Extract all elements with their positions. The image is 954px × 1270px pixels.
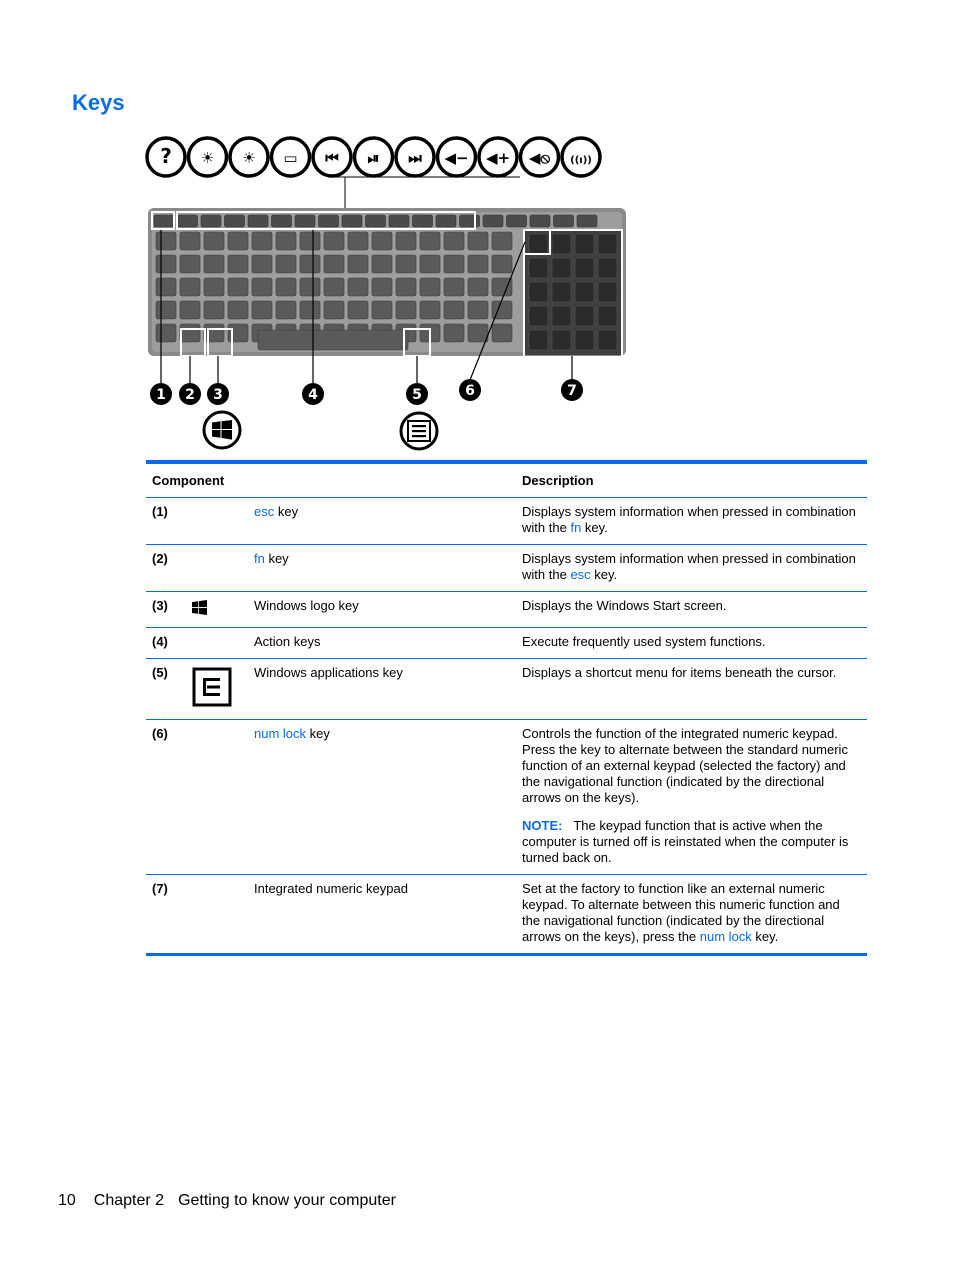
table-row: [146, 628, 867, 659]
description-text: key.: [590, 567, 618, 582]
description-paragraph: [522, 598, 861, 614]
description-text: Displays a shortcut menu for items beneath the cursor.: [522, 665, 837, 680]
component-number: (2): [146, 545, 186, 592]
svg-text:⏯: ⏯: [367, 149, 380, 167]
description-paragraph: [522, 881, 861, 945]
svg-text:☀: ☀: [200, 149, 215, 167]
component-icon-cell: [186, 498, 248, 545]
component-name: [248, 720, 516, 875]
volume-down-icon: [438, 138, 476, 176]
component-number: (1): [146, 498, 186, 545]
table-row: [146, 545, 867, 592]
note-paragraph: [522, 818, 861, 866]
table-header-row: [146, 462, 867, 498]
description-paragraph: [522, 726, 861, 806]
description-keyword: fn: [570, 520, 582, 535]
component-name: [248, 592, 516, 628]
component-header: Component: [146, 462, 516, 498]
component-description: [516, 720, 867, 875]
component-number: (7): [152, 881, 168, 896]
description-paragraph: [522, 634, 861, 650]
description-keyword: esc: [570, 567, 591, 582]
component-name: [248, 498, 516, 545]
page-title: Keys: [72, 90, 125, 115]
description-text: key.: [581, 520, 608, 535]
component-number: (4): [146, 628, 186, 659]
component-icon-cell: [186, 592, 248, 628]
component-name-text: Integrated numeric keypad: [254, 881, 408, 896]
callout-3: [207, 383, 229, 405]
description-text: Displays system information when pressed in combination with the: [522, 504, 856, 535]
callout-7: [561, 379, 583, 401]
component-number: (5): [146, 659, 186, 720]
component-name: [248, 545, 516, 592]
windows-applications-icon: [401, 413, 437, 449]
page-footer: [58, 1192, 396, 1210]
keyboard-illustration: [140, 130, 640, 456]
svg-text:◀⦸: ◀⦸: [528, 149, 551, 167]
svg-text:3: 3: [213, 387, 223, 403]
next-track-icon: [396, 138, 434, 176]
brightness-up-icon: [230, 138, 268, 176]
previous-track-icon: [313, 138, 351, 176]
table-row: [146, 659, 867, 720]
windows-logo-icon: [192, 603, 207, 618]
component-name-text: Windows applications key: [254, 665, 403, 680]
table-row: [146, 720, 867, 875]
components-table: [146, 460, 867, 956]
component-keyword: esc: [254, 504, 275, 519]
component-description: [516, 592, 867, 628]
note-label: NOTE:: [522, 818, 563, 833]
component-name-text: key: [306, 726, 330, 741]
description-text: Displays system information when pressed in combination with the: [522, 551, 856, 582]
description-text: Controls the function of the integrated numeric keypad. Press the key to alternate between the standard numeric function of an external keypad (selected the factory) and the navigational function (indicated by the directional arrows on the keys).: [522, 726, 848, 805]
svg-text:4: 4: [308, 387, 318, 403]
component-name-text: key: [264, 551, 289, 566]
component-icon-cell: [186, 720, 248, 875]
callout-1: [150, 383, 172, 405]
windows-logo-icon: [204, 412, 240, 448]
callout-6: [459, 379, 481, 401]
component-name: [248, 628, 516, 659]
svg-text:☀: ☀: [242, 149, 256, 167]
help-icon: [147, 138, 185, 176]
brightness-down-icon: [189, 138, 227, 176]
volume-up-icon: [479, 138, 517, 176]
svg-text:◀+: ◀+: [485, 149, 511, 167]
display-switch-icon: [272, 138, 310, 176]
component-keyword: fn: [254, 551, 265, 566]
chapter-title: Getting to know your computer: [178, 1192, 396, 1209]
windows-applications-icon: [192, 695, 232, 710]
svg-text:5: 5: [412, 387, 422, 403]
svg-text:?: ?: [160, 144, 172, 168]
svg-text:⏭: ⏭: [408, 149, 422, 167]
page-number: 10: [58, 1192, 76, 1209]
component-description: [516, 659, 867, 720]
svg-text:((ı)): ((ı)): [570, 155, 592, 166]
description-text: Set at the factory to function like an external numeric keypad. To alternate between this numeric function and the navigational function (indicated by the directional arrows on the keys), press the: [522, 881, 840, 944]
wireless-icon: [562, 138, 600, 176]
table-row: [146, 498, 867, 545]
component-icon-cell: [186, 628, 248, 659]
component-name: [248, 659, 516, 720]
svg-text:6: 6: [465, 383, 475, 399]
component-name-text: Windows logo key: [254, 598, 359, 613]
component-number: (3): [146, 592, 186, 628]
description-paragraph: [522, 504, 861, 536]
description-keyword: num lock: [699, 929, 752, 944]
svg-text:2: 2: [185, 387, 195, 403]
svg-text:1: 1: [156, 387, 166, 403]
component-icon-cell: [186, 545, 248, 592]
mute-icon: [521, 138, 559, 176]
component-description: [516, 628, 867, 659]
svg-text:⏮: ⏮: [325, 149, 339, 167]
description-text: key.: [751, 929, 779, 944]
table-row: [146, 592, 867, 628]
play-pause-icon: [355, 138, 393, 176]
component-keyword: num lock: [254, 726, 307, 741]
keyboard-figure: [140, 130, 640, 456]
svg-text:7: 7: [567, 383, 577, 399]
callout-5: [406, 383, 428, 405]
chapter-label: Chapter 2: [93, 1192, 165, 1209]
table-row: [146, 875, 867, 955]
component-name: [248, 875, 516, 955]
callout-2: [179, 383, 201, 405]
description-text: Displays the Windows Start screen.: [522, 598, 727, 613]
component-description: [516, 498, 867, 545]
component-number: (6): [146, 720, 186, 875]
component-icon-cell: [186, 875, 248, 955]
component-name-text: Action keys: [254, 634, 321, 649]
component-name-text: key: [274, 504, 299, 519]
component-description: [516, 545, 867, 592]
svg-text:◀−: ◀−: [444, 149, 469, 167]
component-icon-cell: [186, 659, 248, 720]
svg-text:▭: ▭: [283, 149, 298, 167]
description-header: Description: [516, 462, 867, 498]
note-text: The keypad function that is active when the computer is turned off is reinstated when the computer is turned back on.: [522, 818, 849, 865]
component-description: [516, 875, 867, 955]
description-text: Execute frequently used system functions.: [522, 634, 766, 649]
description-paragraph: [522, 665, 861, 681]
callout-4: [302, 383, 324, 405]
description-paragraph: [522, 551, 861, 583]
